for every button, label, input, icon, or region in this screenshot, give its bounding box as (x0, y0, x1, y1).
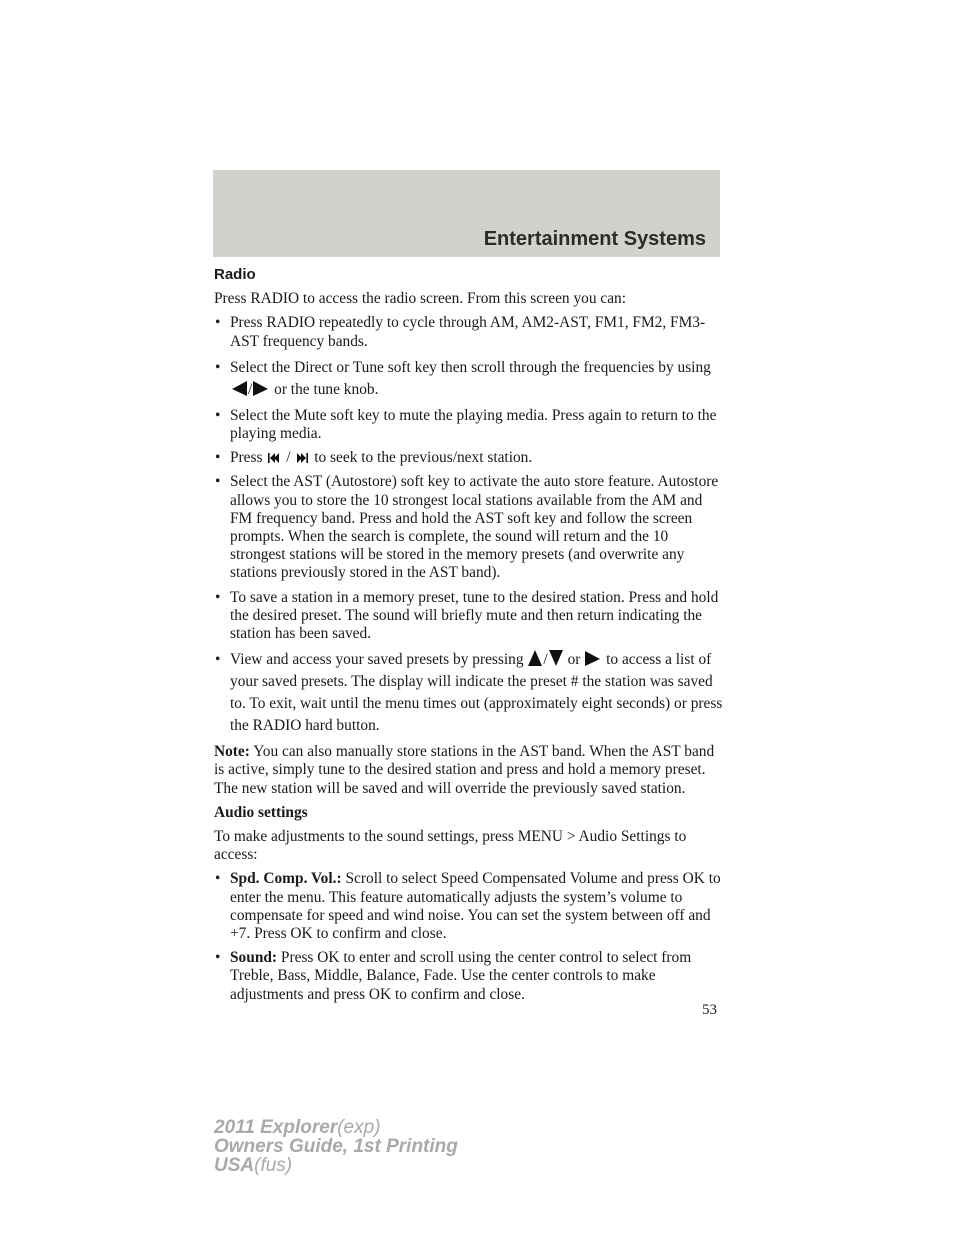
bullet-glyph: • (215, 651, 221, 669)
page-number: 53 (702, 1002, 717, 1018)
audio-intro: To make adjustments to the sound settings, press MENU > Audio Settings to access: (214, 828, 687, 864)
note-paragraph (214, 743, 724, 798)
arrow-left-icon (231, 380, 247, 396)
bullet-glyph: • (215, 406, 221, 424)
footer-region-code: (fus) (254, 1155, 293, 1176)
bullet-glyph: • (215, 473, 221, 491)
radio-heading: Radio (214, 266, 256, 283)
list-item: • Sound: Press OK to enter and scroll using the center control to select from Treble, Bass, Middle, Balance, Fade. Use the center controls to make adjustments and press OK to confirm and close. (215, 949, 692, 1003)
footer-guide: Owners Guide, 1st Printing (214, 1136, 458, 1157)
audio-settings-heading: Audio settings (214, 803, 308, 821)
arrow-right-icon (253, 380, 269, 396)
page-content (214, 266, 724, 1010)
bullet-glyph: • (215, 588, 221, 606)
list-item: • Select the Mute soft key to mute the playing media. Press again to return to the playing media. (215, 406, 717, 443)
footer-model-code: (exp) (337, 1117, 381, 1138)
bullet-glyph: • (215, 449, 221, 467)
radio-bullet-list (214, 314, 724, 737)
audio-bullet-list (214, 870, 724, 1003)
arrow-down-icon (549, 650, 563, 666)
sound-label: Sound: (230, 949, 278, 967)
arrow-up-icon (528, 650, 542, 666)
note-label: Note: (214, 743, 250, 761)
footer-imprint (214, 1118, 458, 1175)
bullet-glyph: • (215, 949, 221, 967)
bullet-glyph: • (215, 870, 221, 888)
list-item: • Press / to seek to the previous/next station. (215, 449, 533, 467)
list-item: • View and access your saved presets by pressing / or to access a list of your saved presets. The display will indicate the preset # the station was saved to. To exit, wait until the menu times out (approximately eight seconds) or press the RADIO hard button. (215, 651, 723, 735)
list-item: • Press RADIO repeatedly to cycle through AM, AM2-AST, FM1, FM2, FM3-AST frequency bands. (215, 314, 706, 350)
bullet-glyph: • (215, 358, 221, 376)
list-item: • To save a station in a memory preset, tune to the desired station. Press and hold the desired preset. The sound will briefly mute and then return indicating the station has been saved. (215, 588, 719, 643)
list-item: • Select the Direct or Tune soft key then scroll through the frequencies by using / or the tune knob. (215, 358, 711, 398)
seek-previous-icon (267, 452, 281, 464)
footer-region: USA (214, 1155, 255, 1176)
seek-next-icon (295, 452, 309, 464)
header-band (213, 170, 720, 257)
list-item: • Spd. Comp. Vol.: Scroll to select Speed Compensated Volume and press OK to enter the menu. This feature automatically adjusts the system’s volume to compensate for speed and wind noise. You can set the system between off and +7. Press OK to confirm and close. (215, 870, 721, 943)
spd-comp-vol-label: Spd. Comp. Vol.: (230, 870, 342, 888)
section-title: Entertainment Systems (483, 228, 706, 250)
arrow-right-icon (585, 650, 601, 666)
footer-model: 2011 Explorer (214, 1117, 338, 1138)
bullet-glyph: • (215, 314, 221, 332)
note-text: You can also manually store stations in the AST band. When the AST band is active, simply tune to the desired station and press and hold a memory preset. The new station will be saved and will override the previously saved station. (214, 743, 715, 797)
list-item: • Select the AST (Autostore) soft key to activate the auto store feature. Autostore allows you to store the 10 strongest local stations available from the AM and FM frequency band. Press and hold the AST soft key and follow the screen prompts. When the search is complete, the sound will return and the 10 strongest stations will be stored in the memory presets (and overwrite any stations previously stored in the AST band). (215, 473, 719, 582)
radio-intro: Press RADIO to access the radio screen. From this screen you can: (214, 290, 627, 308)
